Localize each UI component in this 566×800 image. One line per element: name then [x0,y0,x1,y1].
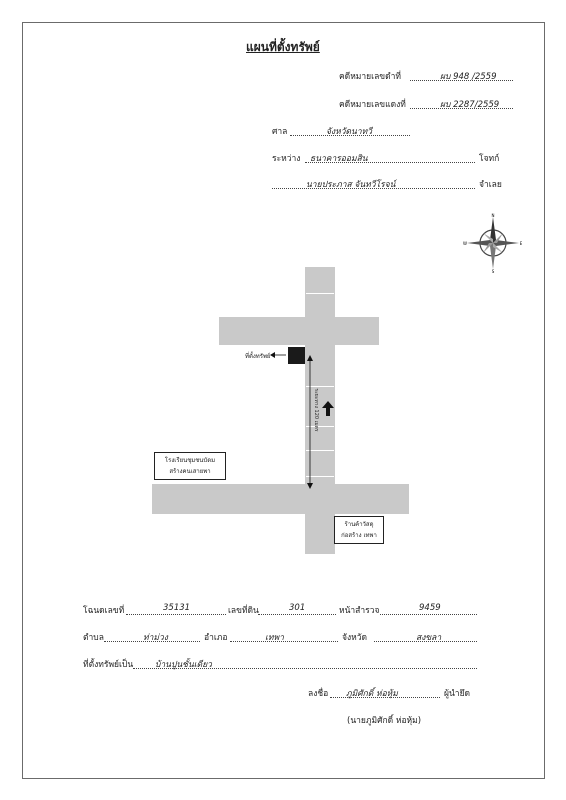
landmark-school-box [154,452,226,480]
lower-road-horizontal [152,484,409,514]
deed-line [126,614,226,615]
plaintiff-value: ธนาคารออมสิน [310,154,368,164]
sign-label: ลงชื่อ [308,689,329,699]
sign-role: ผู้นำยึด [444,689,471,699]
defendant-role: จำเลย [479,180,502,190]
property-marker [288,347,305,364]
survey-label: หน้าสำรวจ [339,606,380,616]
between-label: ระหว่าง [272,154,301,164]
province-label: จังหวัด [342,633,368,643]
property-pointer-icon [270,351,286,359]
land-no-value: 301 [289,603,306,613]
sign-name: (นายภูมิศักดิ์ ห่อหุ้ม) [347,716,422,726]
province-value: สงขลา [416,633,442,643]
court-label: ศาล [272,127,288,137]
deed-label: โฉนดเลขที่ [83,606,125,616]
survey-line [380,614,477,615]
district-label: อำเภอ [204,633,228,643]
red-case-label: คดีหมายเลขแดงที่ [339,100,406,110]
compass-s: S [491,269,495,274]
landmark-store-box [334,516,384,544]
land-no-label: เลขที่ดิน [228,606,259,616]
district-value: เทพา [265,633,284,643]
distance-label: ระยะทาง 120 เมตร [313,388,319,432]
direction-arrow-icon [322,401,334,416]
court-value: จังหวัดนาทวี [326,127,372,137]
compass-e: E [519,241,523,246]
page-title: แผนที่ตั้งทรัพย์ [246,40,320,54]
property-type-value: บ้านปูนชั้นเดียว [155,660,212,670]
property-type-label: ที่ตั้งทรัพย์เป็น [83,660,134,670]
landmark-school-line-2: สร้างคนเสายพา [169,468,211,475]
subdistrict-value: ท่าม่วง [143,633,168,643]
black-case-value: ผบ 948 /2559 [440,72,497,82]
landmark-school-line-1: โรงเรียนชุมชนบัดม [164,457,216,464]
district-line [230,641,338,642]
subdistrict-label: ตำบล [83,633,104,643]
compass-n: N [491,213,495,218]
land-no-line [258,614,336,615]
landmark-store-line-2: ก่อสร้าง เทพา [341,532,377,539]
survey-value: 9459 [419,603,441,613]
landmark-store-line-1: ร้านค้าวัสดุ [344,521,374,528]
upper-road-horizontal [219,317,379,345]
compass-w: W [463,241,467,246]
property-label: ที่ตั้งทรัพย์ [245,353,271,360]
red-case-value: ผบ 2287/2559 [440,100,500,110]
defendant-value: นายประภาส จันทวีโรจน์ [306,180,396,190]
deed-value: 35131 [163,603,191,613]
road-mark [306,293,334,294]
compass-rose-icon [462,212,524,274]
plaintiff-role: โจทก์ [479,154,500,164]
sign-value: ภูมิศักดิ์ ห่อหุ้ม [346,689,398,699]
black-case-label: คดีหมายเลขดำที่ [339,72,401,82]
